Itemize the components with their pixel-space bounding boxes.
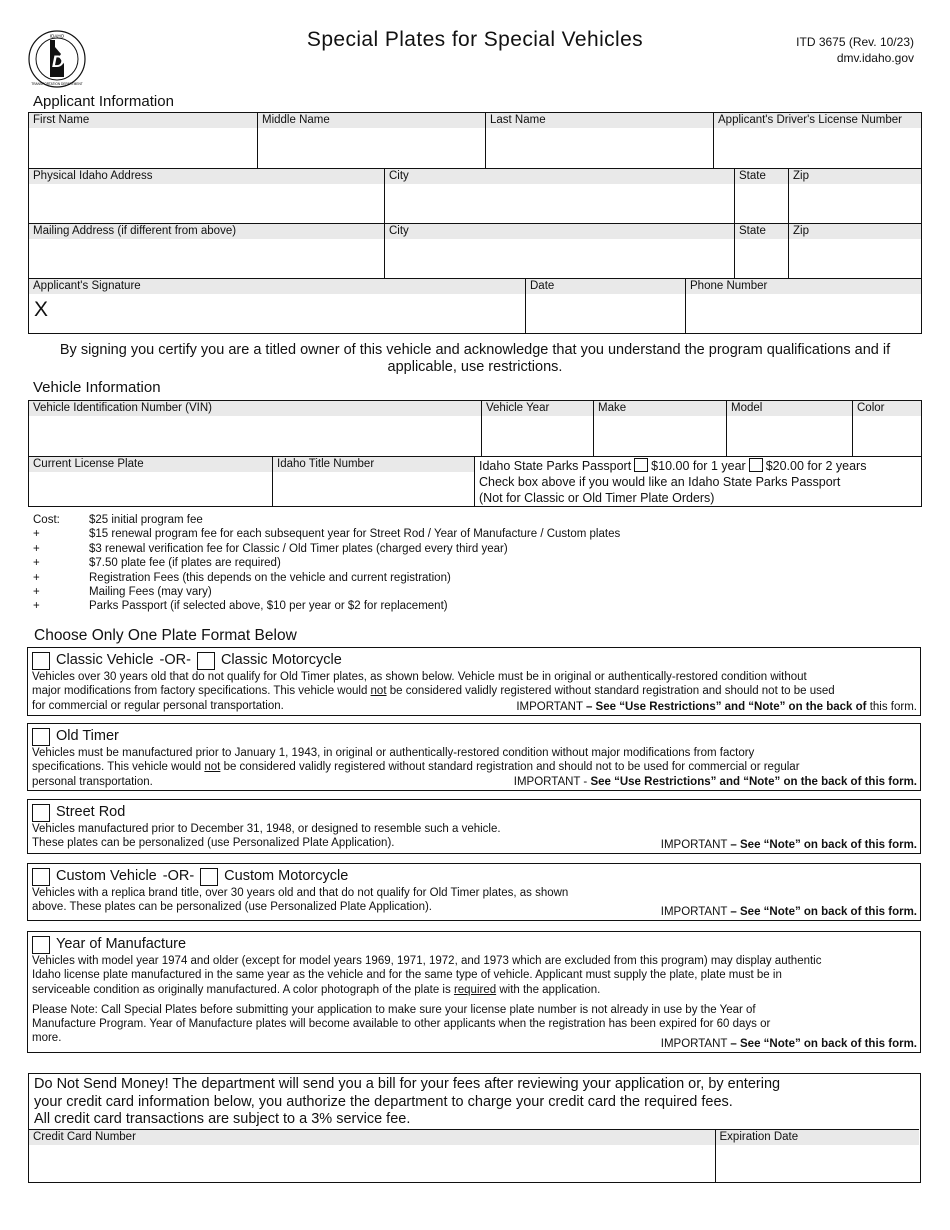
cost-list bbox=[33, 513, 620, 614]
date-label: Date bbox=[526, 279, 685, 294]
classic-motorcycle-label: Classic Motorcycle bbox=[220, 652, 342, 668]
vin-field[interactable] bbox=[29, 401, 482, 457]
signature-label: Applicant's Signature bbox=[29, 279, 525, 294]
license-number-field[interactable] bbox=[714, 113, 922, 169]
vehicle-year-label: Vehicle Year bbox=[482, 401, 593, 416]
mailing-address-label: Mailing Address (if different from above) bbox=[29, 224, 384, 239]
license-number-label: Applicant's Driver's License Number bbox=[714, 113, 921, 128]
cost-text: $25 initial program fee bbox=[89, 514, 203, 526]
make-label: Make bbox=[594, 401, 726, 416]
form-id: ITD 3675 (Rev. 10/23) bbox=[796, 35, 914, 49]
phone-field[interactable] bbox=[686, 279, 922, 334]
important-label: IMPORTANT bbox=[660, 905, 731, 918]
current-plate-label: Current License Plate bbox=[29, 457, 272, 472]
cost-row bbox=[33, 527, 620, 541]
custom-motorcycle-checkbox[interactable] bbox=[200, 868, 218, 886]
yom-note-line3: more. bbox=[32, 1032, 62, 1045]
cost-prefix: + bbox=[33, 528, 40, 541]
yom-desc-line1: Vehicles with model year 1974 and older (except for model years 1969, 1971, 1972, and 1973 which are excluded from this program) may display authentic bbox=[32, 955, 822, 967]
year-of-manufacture-label: Year of Manufacture bbox=[56, 936, 187, 952]
plate-format-section-title: Choose Only One Plate Format Below bbox=[34, 627, 297, 644]
street-rod-label: Street Rod bbox=[56, 804, 126, 820]
model-field[interactable] bbox=[727, 401, 853, 457]
yom-desc-line3-end: with the application. bbox=[496, 983, 601, 996]
logo-letter: D bbox=[51, 52, 65, 71]
current-plate-field[interactable] bbox=[29, 457, 273, 507]
cost-prefix: + bbox=[33, 542, 40, 555]
cost-prefix: + bbox=[33, 600, 40, 613]
custom-motorcycle-label: Custom Motorcycle bbox=[224, 868, 349, 884]
yom-desc-required: required bbox=[453, 983, 497, 996]
cost-prefix: + bbox=[33, 571, 40, 584]
color-label: Color bbox=[853, 401, 921, 416]
street-rod-option-box bbox=[27, 799, 921, 854]
cost-text: $7.50 plate fee (if plates are required) bbox=[89, 557, 281, 570]
important-label: IMPORTANT - bbox=[513, 775, 591, 788]
important-label: IMPORTANT bbox=[516, 700, 586, 713]
classic-vehicle-checkbox[interactable] bbox=[32, 652, 50, 670]
middle-name-label: Middle Name bbox=[258, 113, 485, 128]
important-bold: “Note” on back of this form. bbox=[763, 838, 917, 851]
page-title: Special Plates for Special Vehicles bbox=[306, 28, 644, 51]
year-of-manufacture-option-box bbox=[27, 931, 921, 1053]
signature-table bbox=[28, 278, 922, 334]
classic-motorcycle-checkbox[interactable] bbox=[197, 652, 215, 670]
cost-row bbox=[33, 585, 620, 599]
physical-address-field[interactable] bbox=[29, 169, 385, 224]
cost-row bbox=[33, 599, 620, 613]
cost-text: $3 renewal verification fee for Classic / Old Timer plates (charged every third year) bbox=[89, 542, 508, 555]
year-of-manufacture-checkbox[interactable] bbox=[32, 936, 50, 954]
applicant-section-title: Applicant Information bbox=[33, 93, 174, 110]
billing-box bbox=[28, 1073, 921, 1183]
vehicle-table bbox=[28, 400, 922, 457]
color-field[interactable] bbox=[853, 401, 922, 457]
parks-passport-label: Idaho State Parks Passport bbox=[479, 459, 632, 473]
old-timer-checkbox[interactable] bbox=[32, 728, 50, 746]
state-label: State bbox=[735, 169, 788, 184]
mailing-zip-field[interactable] bbox=[789, 224, 922, 279]
important-label: IMPORTANT bbox=[660, 838, 731, 851]
parks-2-year-label: $20.00 for 2 years bbox=[765, 459, 867, 473]
phone-label: Phone Number bbox=[686, 279, 921, 294]
applicant-table bbox=[28, 112, 922, 169]
mailing-address-field[interactable] bbox=[29, 224, 385, 279]
title-number-field[interactable] bbox=[273, 457, 475, 507]
state-label: State bbox=[735, 224, 788, 239]
physical-zip-field[interactable] bbox=[789, 169, 922, 224]
parks-passport-cell bbox=[475, 457, 922, 507]
website: dmv.idaho.gov bbox=[836, 51, 914, 65]
zip-label: Zip bbox=[789, 169, 921, 184]
important-label: IMPORTANT bbox=[660, 1037, 731, 1050]
cost-row bbox=[33, 571, 620, 585]
parks-2-year-checkbox[interactable] bbox=[749, 458, 763, 472]
cost-prefix: + bbox=[33, 557, 40, 570]
classic-desc-line1: Vehicles over 30 years old that do not qualify for Old Timer plates, as shown below. Vehicle must be in original or authentically-restored condition without bbox=[32, 671, 807, 683]
plate-info-table bbox=[28, 456, 922, 507]
city-label: City bbox=[385, 224, 734, 239]
custom-vehicle-checkbox[interactable] bbox=[32, 868, 50, 886]
old-timer-label: Old Timer bbox=[56, 728, 119, 744]
important-bold: See “Use Restrictions” and “Note” on the back of this form. bbox=[590, 775, 917, 788]
certification-statement: By signing you certify you are a titled owner of this vehicle and acknowledge that you understand the program qualifications and if applicable, use restrictions. bbox=[59, 342, 891, 375]
custom-desc-line1: Vehicles with a replica brand title, over 30 years old and that do not qualify for Old Timer plates, as shown bbox=[32, 887, 569, 899]
classic-desc-line3: for commercial or regular personal transportation. bbox=[32, 699, 284, 712]
cost-text: Mailing Fees (may vary) bbox=[89, 586, 212, 599]
cost-text: $15 renewal program fee for each subsequent year for Street Rod / Year of Manufacture / Custom plates bbox=[89, 528, 621, 541]
physical-state-field[interactable] bbox=[735, 169, 789, 224]
old-timer-desc-line2-end: be considered validly registered without standard registration and should not to be used for commercial or regular bbox=[220, 761, 800, 774]
zip-label: Zip bbox=[789, 224, 921, 239]
classic-vehicle-label: Classic Vehicle bbox=[56, 652, 154, 668]
logo-bottom-text: TRANSPORTATION DEPARTMENT bbox=[31, 82, 83, 86]
credit-card-number-label: Credit Card Number bbox=[29, 1130, 715, 1145]
model-label: Model bbox=[727, 401, 852, 416]
first-name-field[interactable] bbox=[29, 113, 258, 169]
title-number-label: Idaho Title Number bbox=[273, 457, 474, 472]
signature-field[interactable] bbox=[29, 279, 526, 334]
custom-important-note bbox=[661, 905, 917, 919]
parks-instructions: Check box above if you would like an Idaho State Parks Passport bbox=[479, 475, 841, 489]
cost-row bbox=[33, 513, 620, 527]
last-name-label: Last Name bbox=[486, 113, 713, 128]
logo-top-text: IDAHO bbox=[49, 33, 65, 39]
important-end: this form. bbox=[866, 700, 917, 713]
yom-note-line1: Please Note: Call Special Plates before submitting your application to make sure your license plate number is not already in use by the Year of bbox=[32, 1003, 756, 1016]
street-rod-desc-line2: These plates can be personalized (use Personalized Plate Application). bbox=[32, 837, 395, 850]
old-timer-desc-line1: Vehicles must be manufactured prior to January 1, 1943, in original or authentically-restored condition without major modifications from factory bbox=[32, 747, 755, 759]
yom-desc-line2: Idaho license plate manufactured in the same year as the vehicle and for the same type of vehicle. Applicant must supply the plate, plate must be in bbox=[32, 969, 782, 982]
middle-name-field[interactable] bbox=[258, 113, 486, 169]
physical-address-label: Physical Idaho Address bbox=[29, 169, 384, 184]
credit-card-table bbox=[29, 1129, 919, 1182]
classic-desc-line2: major modifications from factory specifications. This vehicle would bbox=[32, 685, 371, 698]
cost-row bbox=[33, 556, 620, 570]
custom-desc-line2: above. These plates can be personalized (use Personalized Plate Application). bbox=[32, 901, 432, 914]
parks-1-year-label: $10.00 for 1 year bbox=[651, 459, 746, 473]
important-see: – See bbox=[730, 1037, 764, 1050]
cost-prefix: + bbox=[33, 586, 40, 599]
billing-line2: your credit card information below, you authorize the department to charge your credit card the required fees. bbox=[34, 1093, 733, 1110]
billing-line1: Do Not Send Money! The department will send you a bill for your fees after reviewing your application or, by entering bbox=[34, 1076, 781, 1092]
old-timer-desc-line2: specifications. This vehicle would bbox=[32, 761, 205, 774]
classic-option-box bbox=[27, 647, 921, 716]
signature-x-mark: X bbox=[34, 298, 49, 321]
vehicle-year-field[interactable] bbox=[482, 401, 594, 457]
first-name-label: First Name bbox=[29, 113, 257, 128]
important-bold: “Note” on back of this form. bbox=[763, 1037, 917, 1050]
mailing-state-field[interactable] bbox=[735, 224, 789, 279]
old-timer-desc-line3: personal transportation. bbox=[32, 775, 153, 788]
street-rod-checkbox[interactable] bbox=[32, 804, 50, 822]
or-label: -OR- bbox=[159, 652, 191, 668]
expiration-date-label: Expiration Date bbox=[716, 1130, 920, 1145]
last-name-field[interactable] bbox=[486, 113, 714, 169]
address-table bbox=[28, 168, 922, 279]
yom-note-line2: Manufacture Program. Year of Manufacture plates will become available to other applicants when the registration has been expired for 60 days or bbox=[32, 1018, 771, 1031]
classic-important-note bbox=[516, 700, 917, 714]
important-see: – See bbox=[730, 838, 764, 851]
classic-desc-not: not bbox=[370, 685, 387, 698]
parks-restriction: (Not for Classic or Old Timer Plate Orders) bbox=[479, 491, 715, 505]
cost-text: Parks Passport (if selected above, $10 per year or $2 for replacement) bbox=[89, 600, 448, 613]
credit-card-number-field[interactable] bbox=[29, 1130, 715, 1182]
vin-label: Vehicle Identification Number (VIN) bbox=[29, 401, 481, 416]
physical-city-field[interactable] bbox=[385, 169, 735, 224]
make-field[interactable] bbox=[594, 401, 727, 457]
form-meta bbox=[796, 34, 914, 66]
yom-important-note bbox=[661, 1037, 917, 1051]
billing-line3: All credit card transactions are subject to a 3% service fee. bbox=[34, 1111, 411, 1127]
custom-option-box bbox=[27, 863, 921, 921]
or-label: -OR- bbox=[162, 868, 195, 884]
parks-1-year-checkbox[interactable] bbox=[634, 458, 648, 472]
classic-desc-line2-end: be considered validly registered without standard registration and should not to be used bbox=[386, 685, 835, 698]
street-rod-desc-line1: Vehicles manufactured prior to December 31, 1948, or designed to resemble such a vehicle. bbox=[32, 823, 501, 835]
old-timer-important-note bbox=[514, 775, 917, 789]
important-bold: “Note” on back of this form. bbox=[763, 905, 917, 918]
cost-text: Registration Fees (this depends on the vehicle and current registration) bbox=[89, 571, 451, 584]
expiration-date-field[interactable] bbox=[715, 1130, 919, 1182]
yom-desc-line3: serviceable condition as originally manufactured. A color photograph of the plate is bbox=[32, 983, 454, 996]
mailing-city-field[interactable] bbox=[385, 224, 735, 279]
cost-prefix: Cost: bbox=[33, 514, 60, 526]
street-rod-important-note bbox=[661, 838, 917, 852]
date-field[interactable] bbox=[526, 279, 686, 334]
custom-vehicle-label: Custom Vehicle bbox=[56, 868, 157, 884]
old-timer-option-box bbox=[27, 723, 921, 791]
cost-row bbox=[33, 542, 620, 556]
important-see: – See bbox=[730, 905, 764, 918]
old-timer-desc-not: not bbox=[204, 761, 221, 774]
city-label: City bbox=[385, 169, 734, 184]
vehicle-section-title: Vehicle Information bbox=[33, 379, 161, 396]
important-bold: – See “Use Restrictions” and “Note” on the back of bbox=[585, 700, 867, 713]
